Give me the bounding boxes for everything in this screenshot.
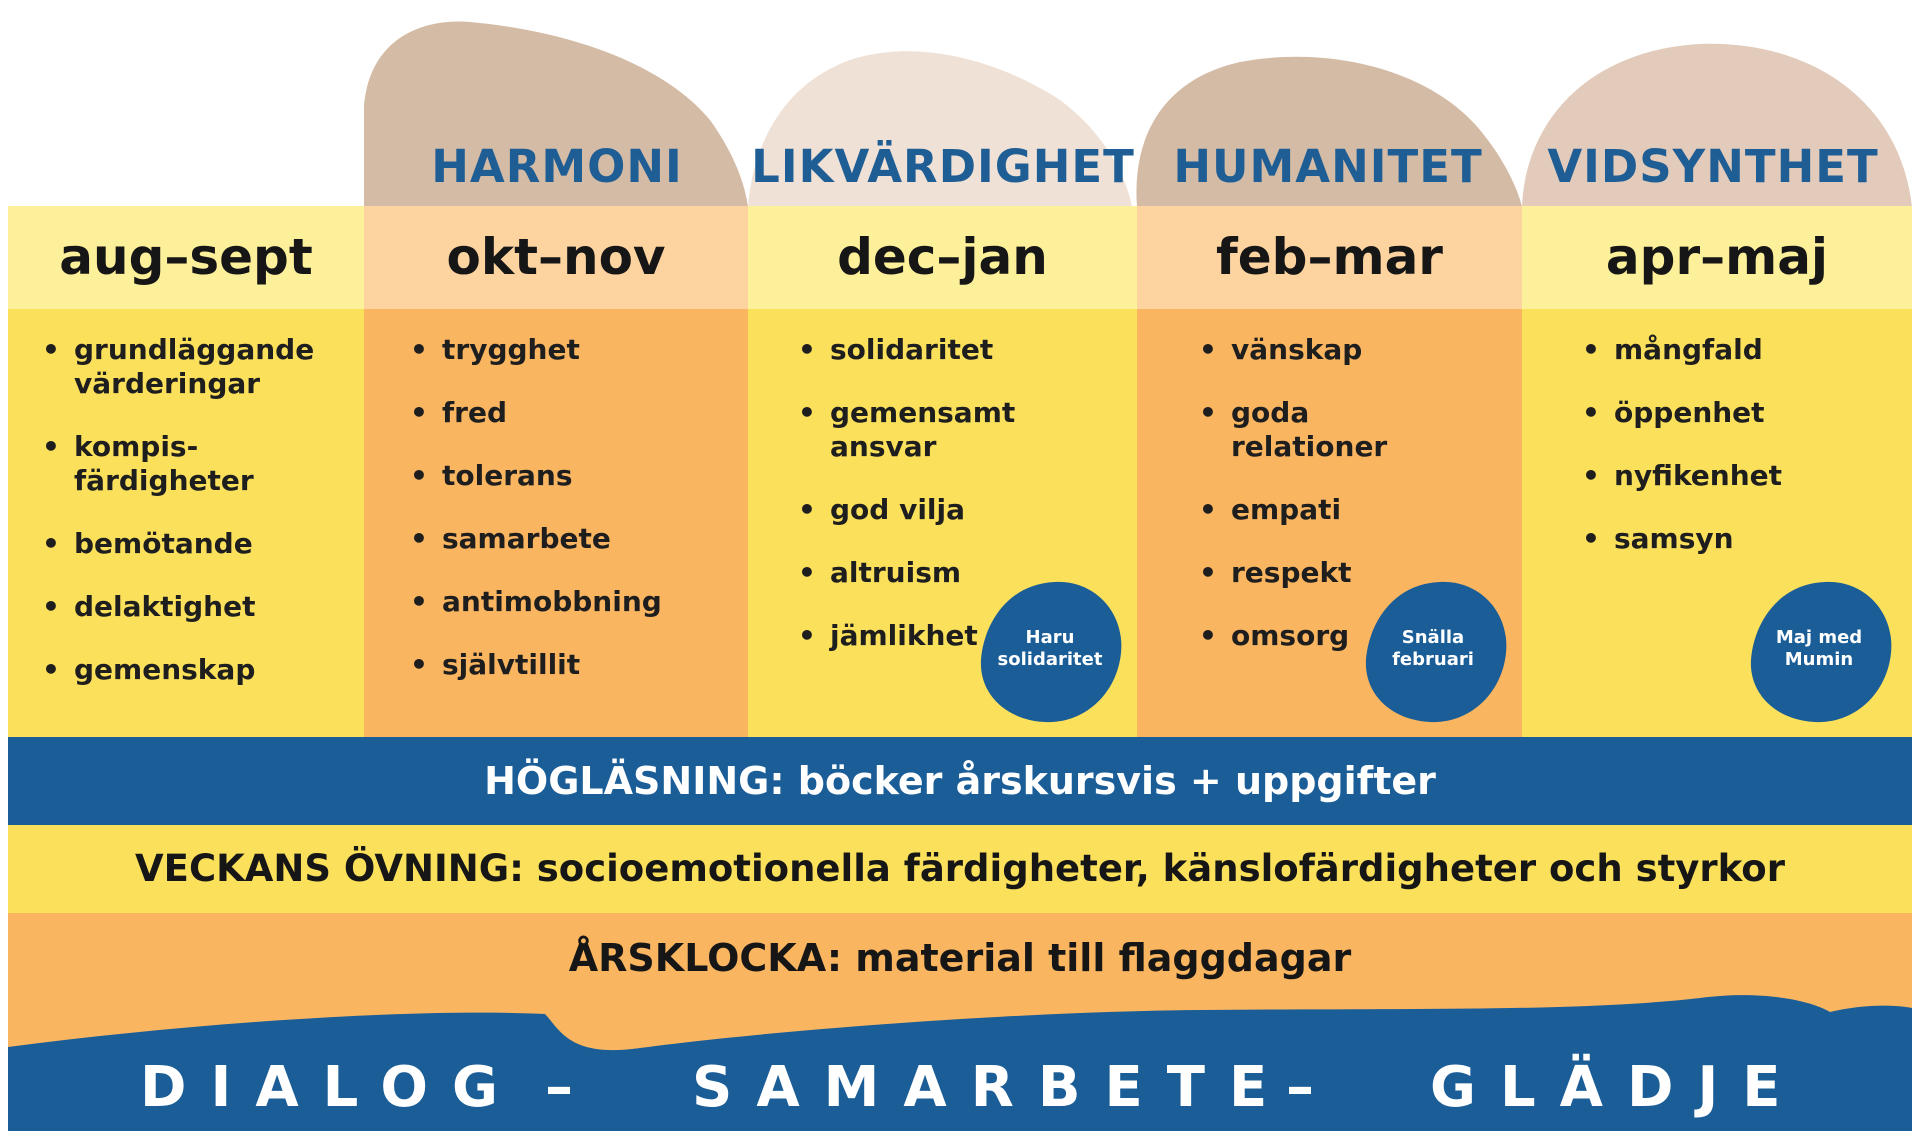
list-item: • vänskap bbox=[1199, 333, 1387, 367]
list-item: • samarbete bbox=[410, 522, 662, 556]
list-item: • empati bbox=[1199, 493, 1387, 527]
badge-haru-solidaritet: Haru solidaritet bbox=[997, 627, 1103, 670]
theme-humanitet: HUMANITET bbox=[1173, 140, 1483, 193]
list-item: • goda relationer bbox=[1199, 396, 1387, 464]
list-item: • bemötande bbox=[42, 527, 314, 561]
list-item: • gemenskap bbox=[42, 653, 314, 687]
list-item: • mångfald bbox=[1582, 333, 1782, 367]
list-item: • grundläggande värderingar bbox=[42, 333, 314, 401]
list-item: • omsorg bbox=[1199, 619, 1387, 653]
list-item: • solidaritet bbox=[798, 333, 1015, 367]
theme-harmoni: HARMONI bbox=[431, 140, 683, 193]
list-item: • respekt bbox=[1199, 556, 1387, 590]
list-item: • öppenhet bbox=[1582, 396, 1782, 430]
list-item: • fred bbox=[410, 396, 662, 430]
list-item: • trygghet bbox=[410, 333, 662, 367]
list-item: • altruism bbox=[798, 556, 1015, 590]
list-item: • självtillit bbox=[410, 648, 662, 682]
list-item: • tolerans bbox=[410, 459, 662, 493]
footer-gladje: GLÄDJE bbox=[1430, 1055, 1805, 1120]
band-veckans-ovning: VECKANS ÖVNING: socioemotionella färdigheter, känslofärdigheter och styrkor bbox=[8, 825, 1912, 913]
footer-dialog: DIALOG bbox=[140, 1055, 522, 1120]
band-hoglasning: HÖGLÄSNING: böcker årskursvis + uppgifter bbox=[8, 737, 1912, 825]
period-feb-mar: feb–mar bbox=[1137, 206, 1522, 309]
list-item: • kompis- färdigheter bbox=[42, 430, 314, 498]
list-item: • jämlikhet bbox=[798, 619, 1015, 653]
band-arsklocka: ÅRSKLOCKA: material till flaggdagar bbox=[568, 936, 1352, 980]
badge-maj-med-mumin: Maj med Mumin bbox=[1775, 627, 1863, 670]
period-okt-nov: okt–nov bbox=[364, 206, 748, 309]
list-item: • samsyn bbox=[1582, 522, 1782, 556]
period-apr-maj: apr–maj bbox=[1522, 206, 1912, 309]
list-item: • delaktighet bbox=[42, 590, 314, 624]
badge-snalla-februari: Snälla februari bbox=[1392, 627, 1474, 670]
list-item: • gemensamt ansvar bbox=[798, 396, 1015, 464]
period-dec-jan: dec–jan bbox=[748, 206, 1137, 309]
theme-vidsynthet: VIDSYNTHET bbox=[1547, 140, 1879, 193]
footer-dash-2: – bbox=[1286, 1055, 1338, 1120]
footer-dash-1: – bbox=[545, 1055, 597, 1120]
footer-samarbete: SAMARBETE bbox=[692, 1055, 1292, 1120]
theme-likvardighet: LIKVÄRDIGHET bbox=[751, 140, 1135, 193]
period-aug-sept: aug–sept bbox=[8, 206, 364, 309]
list-item: • antimobbning bbox=[410, 585, 662, 619]
list-item: • nyfikenhet bbox=[1582, 459, 1782, 493]
list-item: • god vilja bbox=[798, 493, 1015, 527]
